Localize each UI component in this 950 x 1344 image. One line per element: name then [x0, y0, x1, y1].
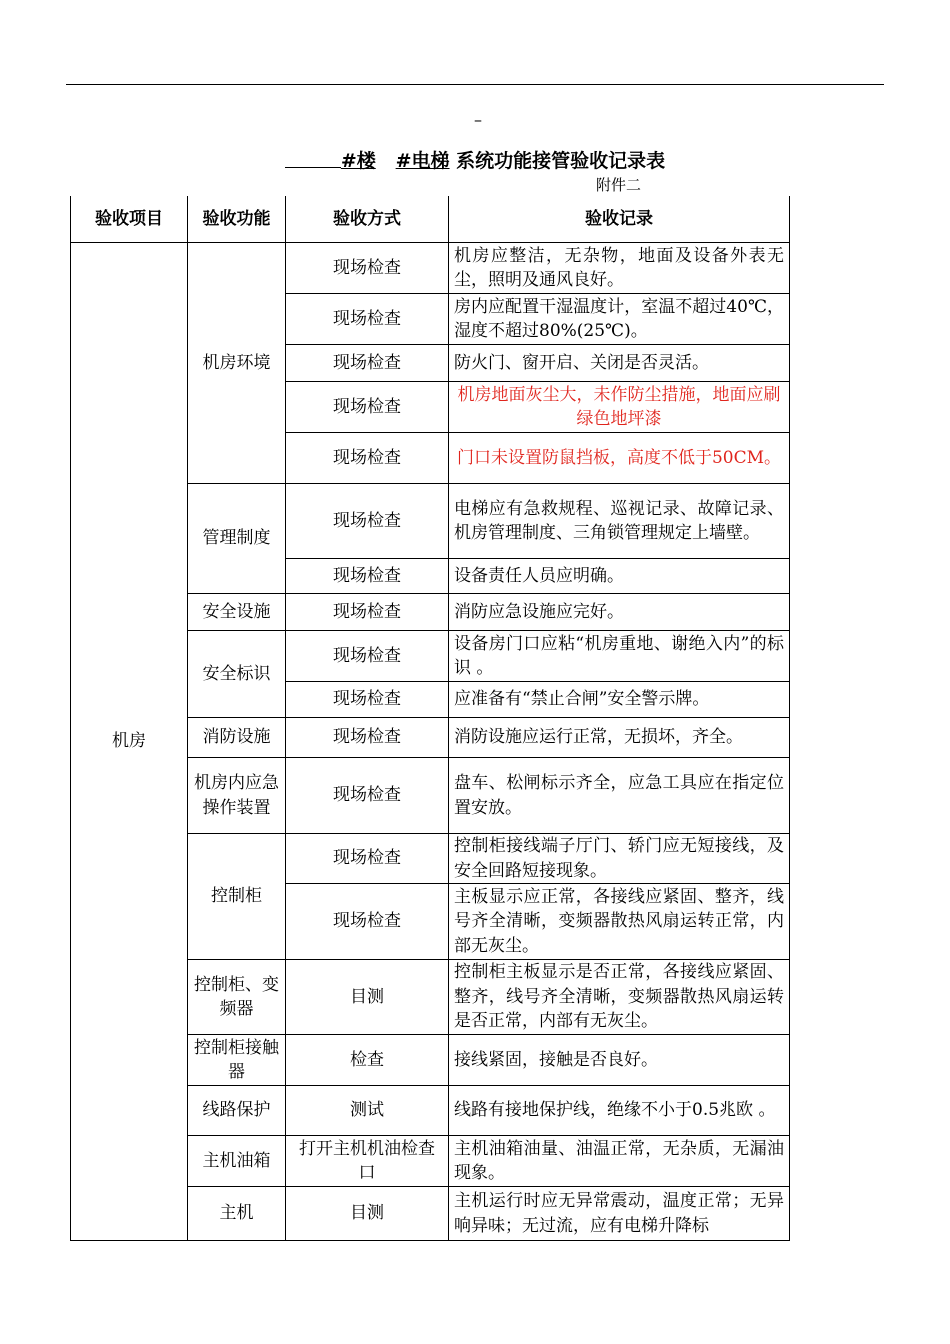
function-cell: 管理制度 [188, 484, 286, 594]
record-cell: 线路有接地保护线，绝缘不小于0.5兆欧 。 [449, 1086, 790, 1136]
title-text: 系统功能接管验收记录表 [456, 150, 666, 172]
annex-label: 附件二 [596, 176, 642, 194]
record-cell: 消防应急设施应完好。 [449, 594, 790, 631]
record-cell: 消防设施应运行正常，无损坏，齐全。 [449, 718, 790, 758]
item-cell: 机房 [71, 243, 188, 1241]
function-cell: 安全标识 [188, 631, 286, 718]
record-cell: 主机油箱油量、油温正常，无杂质，无漏油现象。 [449, 1136, 790, 1187]
title-elevator: #电梯 [395, 150, 450, 172]
top-rule [66, 84, 884, 85]
table-row [71, 243, 790, 294]
method-cell: 现场检查 [286, 682, 449, 718]
method-cell: 测试 [286, 1086, 449, 1136]
method-cell: 目测 [286, 1187, 449, 1241]
record-cell: 机房应整洁，无杂物，地面及设备外表无尘，照明及通风良好。 [449, 243, 790, 294]
record-cell-flagged: 机房地面灰尘大，未作防尘措施，地面应刷绿色地坪漆 [449, 382, 790, 433]
record-cell: 控制柜接线端子厅门、轿门应无短接线，及安全回路短接现象。 [449, 834, 790, 884]
record-cell: 控制柜主板显示是否正常，各接线应紧固、整齐，线号齐全清晰，变频器散热风扇运转是否正常，内部有无灰尘。 [449, 960, 790, 1035]
method-cell: 现场检查 [286, 718, 449, 758]
method-cell: 现场检查 [286, 884, 449, 960]
function-cell: 机房环境 [188, 243, 286, 484]
function-cell: 控制柜 [188, 834, 286, 960]
title-building: #楼 [340, 150, 376, 172]
method-cell: 现场检查 [286, 243, 449, 294]
blank-line [285, 151, 341, 168]
function-cell: 线路保护 [188, 1086, 286, 1136]
record-cell: 防火门、窗开启、关闭是否灵活。 [449, 345, 790, 382]
function-cell: 消防设施 [188, 718, 286, 758]
record-cell: 房内应配置干湿温度计，室温不超过40℃，湿度不超过80%(25℃)。 [449, 294, 790, 345]
header-item: 验收项目 [71, 196, 188, 243]
method-cell: 检查 [286, 1035, 449, 1086]
record-cell: 盘车、松闸标示齐全，应急工具应在指定位置安放。 [449, 758, 790, 834]
record-cell-flagged: 门口未设置防鼠挡板，高度不低于50CM。 [449, 433, 790, 484]
method-cell: 现场检查 [286, 559, 449, 594]
function-cell: 主机 [188, 1187, 286, 1241]
method-cell: 现场检查 [286, 594, 449, 631]
acceptance-table [70, 196, 790, 1241]
header-method: 验收方式 [286, 196, 449, 243]
record-cell: 设备责任人员应明确。 [449, 559, 790, 594]
record-cell: 电梯应有急救规程、巡视记录、故障记录、机房管理制度、三角锁管理规定上墙壁。 [449, 484, 790, 559]
method-cell: 现场检查 [286, 345, 449, 382]
method-cell: 现场检查 [286, 382, 449, 433]
method-cell: 现场检查 [286, 484, 449, 559]
method-cell: 现场检查 [286, 631, 449, 682]
method-cell: 现场检查 [286, 294, 449, 345]
header-row [71, 196, 790, 243]
function-cell: 机房内应急操作装置 [188, 758, 286, 834]
record-cell: 主板显示应正常，各接线应紧固、整齐，线号齐全清晰，变频器散热风扇运转正常，内部无灰尘。 [449, 884, 790, 960]
method-cell: 现场检查 [286, 758, 449, 834]
record-cell: 接线紧固，接触是否良好。 [449, 1035, 790, 1086]
document-title [0, 146, 950, 173]
function-cell: 安全设施 [188, 594, 286, 631]
record-cell: 应准备有“禁止合闸”安全警示牌。 [449, 682, 790, 718]
function-cell: 主机油箱 [188, 1136, 286, 1187]
function-cell: 控制柜、变频器 [188, 960, 286, 1035]
record-cell: 主机运行时应无异常震动，温度正常；无异响异味；无过流，应有电梯升降标 [449, 1187, 790, 1241]
page-mark: – [474, 110, 482, 129]
method-cell: 现场检查 [286, 834, 449, 884]
function-cell: 控制柜接触器 [188, 1035, 286, 1086]
header-record: 验收记录 [449, 196, 790, 243]
method-cell: 目测 [286, 960, 449, 1035]
record-cell: 设备房门口应粘“机房重地、谢绝入内”的标识 。 [449, 631, 790, 682]
header-function: 验收功能 [188, 196, 286, 243]
method-cell: 打开主机机油检查口 [286, 1136, 449, 1187]
method-cell: 现场检查 [286, 433, 449, 484]
